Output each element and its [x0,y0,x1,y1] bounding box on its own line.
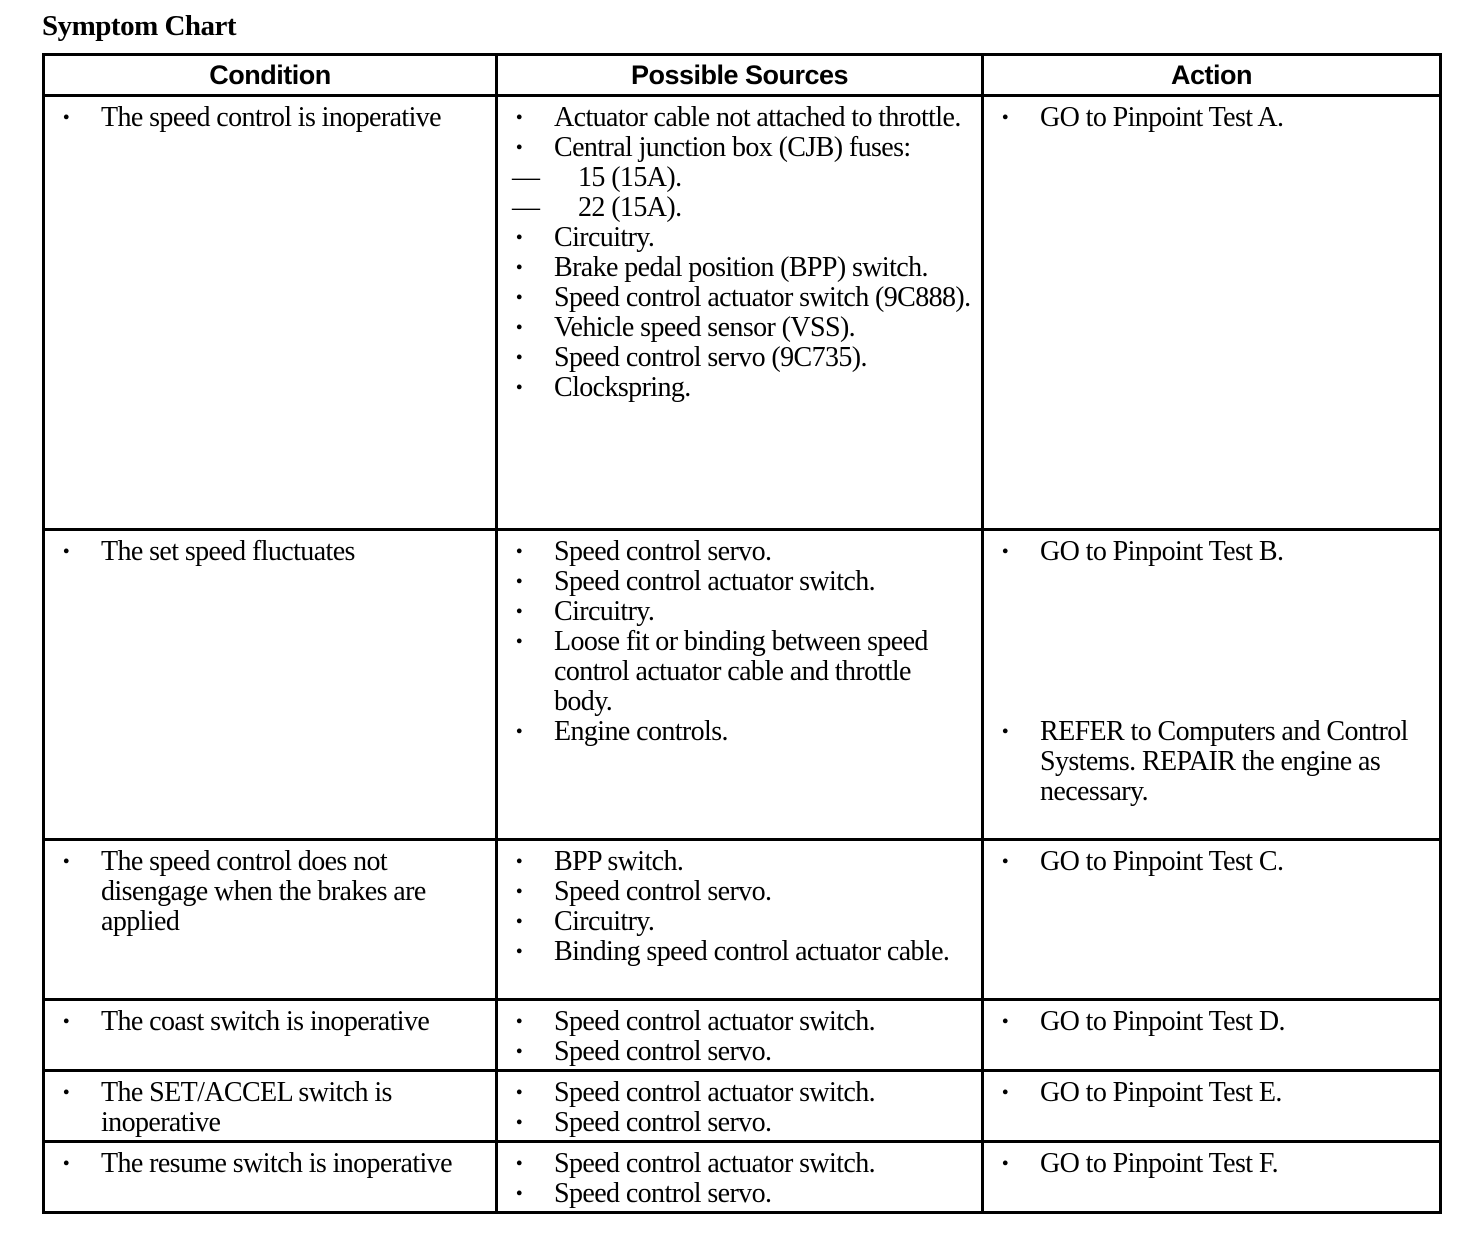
header-row [44,55,1441,96]
dash-icon: — [512,162,540,193]
list-item [512,937,973,967]
header-possible-sources: Possible Sources [497,55,983,96]
bullet-icon: • [1001,1153,1009,1175]
page-title: Symptom Chart [42,10,237,42]
source-text: Speed control actuator switch. [554,1006,876,1037]
bullet-icon: • [62,1011,70,1033]
source-text: Circuitry. [554,596,655,627]
bullet-icon: • [1001,851,1009,873]
bullet-icon: • [1001,107,1009,129]
list-item [59,1149,487,1179]
condition-text: The resume switch is inoperative [101,1148,452,1179]
action-text: GO to Pinpoint Test C. [1040,846,1284,877]
condition-text: The speed control is inoperative [101,102,442,133]
spacer [998,567,1431,717]
list-item [998,1007,1431,1037]
bullet-icon: • [515,317,523,339]
fuse-text: 15 (15A). [578,162,682,193]
source-text: Speed control servo. [554,536,772,567]
list-item [512,373,973,403]
list-item [59,847,487,937]
list-item [512,1037,973,1067]
source-text: Speed control actuator switch. [554,1148,876,1179]
source-text: Brake pedal position (BPP) switch. [554,252,928,283]
bullet-icon: • [515,1183,523,1205]
bullet-icon: • [515,1112,523,1134]
list-item [512,1149,973,1179]
table-row [44,96,1441,530]
source-text: Circuitry. [554,906,655,937]
condition-text: The coast switch is inoperative [101,1006,430,1037]
list-item [998,103,1431,133]
bullet-icon: • [515,227,523,249]
action-text: GO to Pinpoint Test D. [1040,1006,1285,1037]
bullet-icon: • [515,1153,523,1175]
sources-cell [497,1071,983,1142]
dash-icon: — [512,192,540,223]
bullet-icon: • [62,541,70,563]
source-text: Central junction box (CJB) fuses: [554,132,911,163]
list-item [512,343,973,373]
list-item [59,103,487,133]
condition-cell [44,1142,497,1213]
sources-cell [497,1142,983,1213]
list-item [512,133,973,223]
symptom-chart-table [42,53,1442,1214]
bullet-icon: • [515,631,523,653]
source-text: Speed control actuator switch. [554,1077,876,1108]
table-row [44,1142,1441,1213]
sub-list-item [512,163,973,193]
source-text: Actuator cable not attached to throttle. [554,102,961,133]
bullet-icon: • [515,601,523,623]
sources-cell [497,840,983,1000]
condition-text: The set speed fluctuates [101,536,355,567]
source-text: Speed control servo. [554,1178,772,1209]
action-text: GO to Pinpoint Test A. [1040,102,1284,133]
list-item [512,1179,973,1209]
list-item [59,537,487,567]
bullet-icon: • [515,721,523,743]
list-item [998,847,1431,877]
bullet-icon: • [515,137,523,159]
source-text: Clockspring. [554,372,691,403]
condition-cell [44,1000,497,1071]
bullet-icon: • [515,1011,523,1033]
list-item [512,1108,973,1138]
list-item [512,537,973,567]
bullet-icon: • [515,107,523,129]
condition-text: The SET/ACCEL switch is inoperative [101,1077,392,1138]
action-text: GO to Pinpoint Test E. [1040,1077,1282,1108]
list-item [512,627,973,717]
list-item [998,717,1431,807]
bullet-icon: • [515,1082,523,1104]
source-text: Binding speed control actuator cable. [554,936,950,967]
action-text: GO to Pinpoint Test B. [1040,536,1284,567]
action-cell [983,1142,1441,1213]
bullet-icon: • [515,571,523,593]
source-text: Speed control actuator switch (9C888). [554,282,971,313]
list-item [512,103,973,133]
list-item [59,1078,487,1138]
source-text: BPP switch. [554,846,684,877]
table-row [44,840,1441,1000]
bullet-icon: • [515,851,523,873]
bullet-icon: • [515,1041,523,1063]
list-item [59,1007,487,1037]
list-item [512,1078,973,1108]
condition-text: The speed control does not disengage when the brakes are applied [101,846,426,937]
bullet-icon: • [515,941,523,963]
bullet-icon: • [515,257,523,279]
list-item [998,537,1431,567]
action-cell [983,96,1441,530]
bullet-icon: • [62,851,70,873]
header-action: Action [983,55,1441,96]
sources-cell [497,530,983,840]
source-text: Loose fit or binding between speed control actuator cable and throttle body. [554,626,928,717]
fuse-text: 22 (15A). [578,192,682,223]
list-item [512,597,973,627]
bullet-icon: • [62,1153,70,1175]
bullet-icon: • [515,287,523,309]
condition-cell [44,530,497,840]
bullet-icon: • [515,881,523,903]
list-item [512,313,973,343]
list-item [512,1007,973,1037]
action-text: GO to Pinpoint Test F. [1040,1148,1279,1179]
source-text: Vehicle speed sensor (VSS). [554,312,856,343]
table-row [44,1000,1441,1071]
list-item [512,253,973,283]
list-item [512,907,973,937]
source-text: Speed control actuator switch. [554,566,876,597]
list-item [512,717,973,747]
source-text: Speed control servo. [554,1036,772,1067]
action-cell [983,1000,1441,1071]
bullet-icon: • [515,911,523,933]
condition-cell [44,840,497,1000]
list-item [512,877,973,907]
bullet-icon: • [62,107,70,129]
sources-cell [497,1000,983,1071]
bullet-icon: • [1001,1011,1009,1033]
bullet-icon: • [1001,541,1009,563]
list-item [998,1078,1431,1108]
list-item [998,1149,1431,1179]
source-text: Speed control servo (9C735). [554,342,867,373]
bullet-icon: • [515,541,523,563]
table-row [44,1071,1441,1142]
bullet-icon: • [62,1082,70,1104]
bullet-icon: • [515,347,523,369]
sub-list-item [512,193,973,223]
action-cell [983,840,1441,1000]
sources-cell [497,96,983,530]
source-text: Speed control servo. [554,876,772,907]
list-item [512,567,973,597]
source-text: Engine controls. [554,716,728,747]
table-row [44,530,1441,840]
source-text: Speed control servo. [554,1107,772,1138]
list-item [512,223,973,253]
source-text: Circuitry. [554,222,655,253]
bullet-icon: • [1001,1082,1009,1104]
condition-cell [44,96,497,530]
action-cell [983,1071,1441,1142]
bullet-icon: • [1001,721,1009,743]
list-item [512,847,973,877]
list-item [512,283,973,313]
action-text: REFER to Computers and Control Systems. REPAIR the engine as necessary. [1040,716,1408,807]
header-condition: Condition [44,55,497,96]
action-cell [983,530,1441,840]
condition-cell [44,1071,497,1142]
bullet-icon: • [515,377,523,399]
